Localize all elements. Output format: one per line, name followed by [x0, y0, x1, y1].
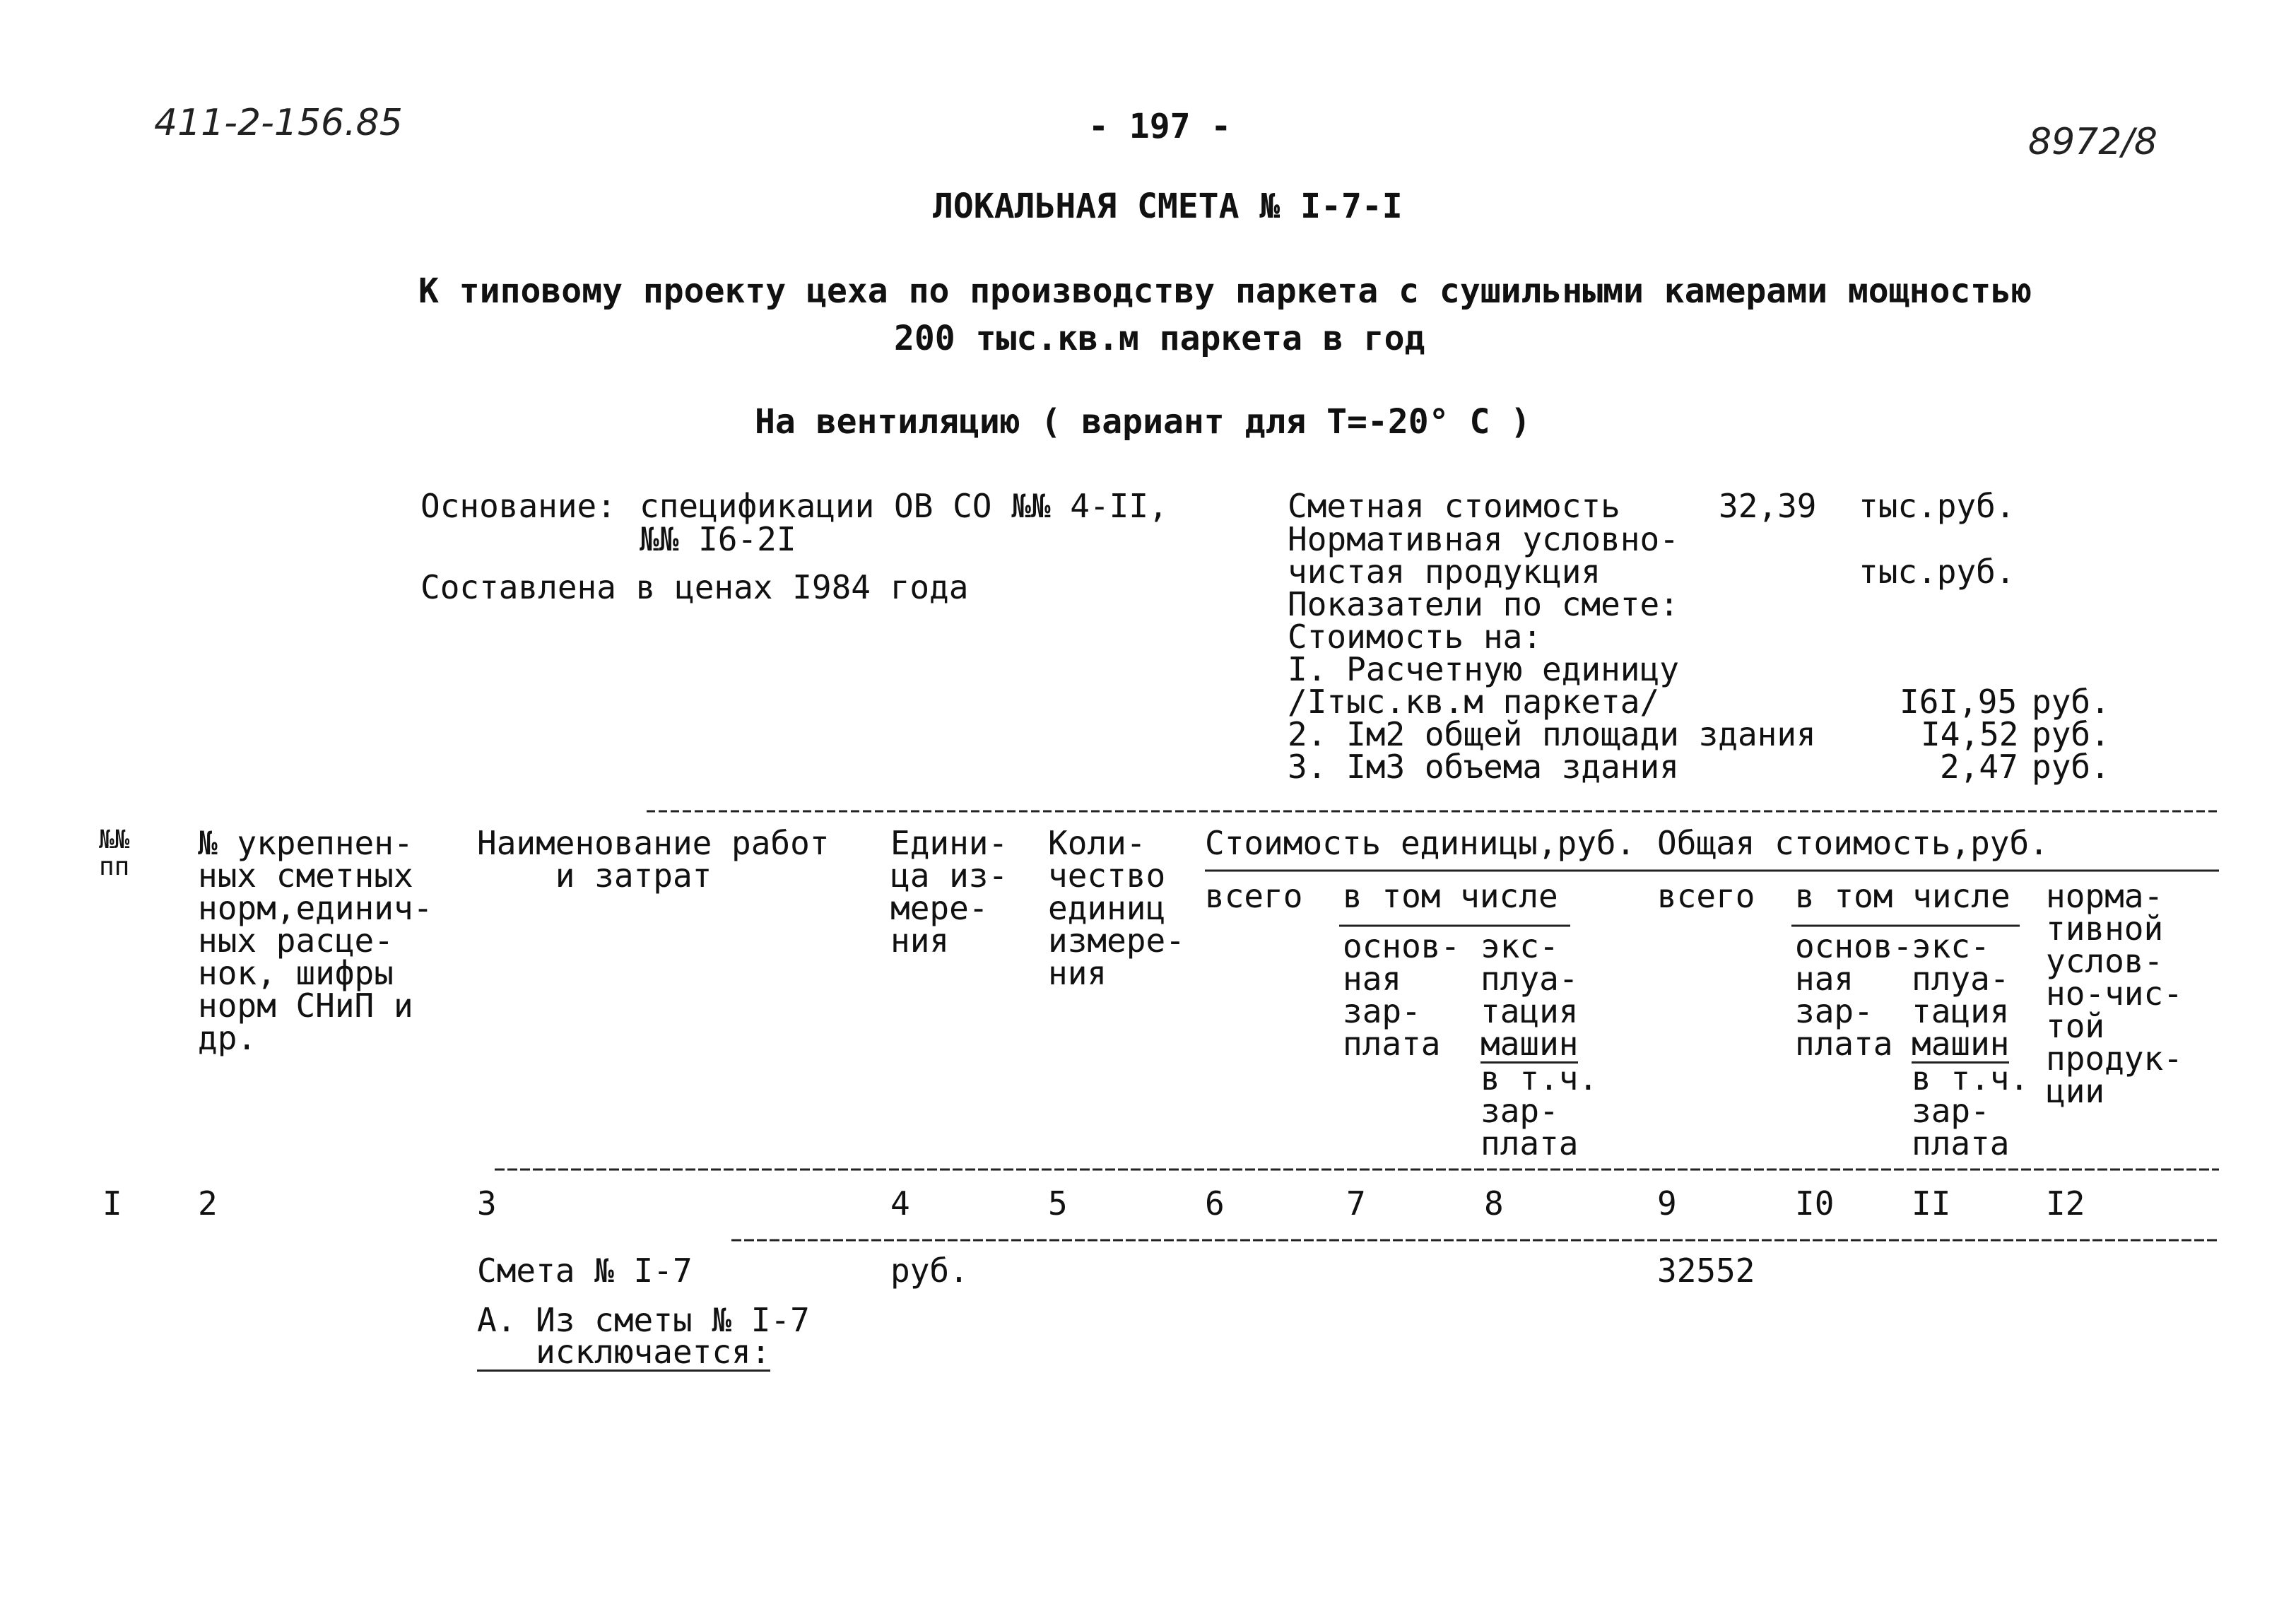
col-header-work-name: Наименование работ и затрат [477, 824, 830, 895]
table-row-unit: руб. [890, 1251, 969, 1290]
col-number-3: 3 [477, 1184, 497, 1223]
document-code: 411-2-156.85 [154, 102, 403, 144]
indicator-1-line-2: /Iтыс.кв.м паркета/ [1288, 683, 1660, 721]
col-number-10: I0 [1795, 1184, 1835, 1223]
col-number-7: 7 [1346, 1184, 1366, 1223]
normative-label-2: чистая продукция [1288, 553, 1601, 591]
col-number-9: 9 [1657, 1184, 1677, 1223]
col-header-unit-machines: машин [1480, 1025, 1579, 1063]
col-header-total-machines: машин [1912, 1025, 2010, 1063]
col-number-2: 2 [198, 1184, 218, 1223]
section-a-line-1: А. Из сметы № I-7 [477, 1301, 810, 1339]
basis-label: Основание: [420, 487, 616, 525]
col-header-unit-including: в том числе [1343, 877, 1558, 915]
indicator-1-unit: руб. [2032, 683, 2110, 721]
subtitle-line-1: К типовому проекту цеха по производству паркета с сушильными камерами мощностью [418, 271, 2032, 311]
indicator-2-unit: руб. [2032, 715, 2110, 753]
col-group-total-cost: Общая стоимость,руб. [1657, 824, 2049, 862]
archive-number: 8972/8 [2028, 121, 2157, 163]
col-number-12: I2 [2046, 1184, 2085, 1223]
col-number-6: 6 [1205, 1184, 1225, 1223]
col-header-total-machine-salary: в т.ч. зар- плата [1912, 1059, 2030, 1162]
col-header-quantity: Коли- чество единиц измере- ния [1048, 824, 1185, 992]
col-header-unit: Едини- ца из- мере- ния [890, 824, 1008, 960]
subtitle-line-2: 200 тыс.кв.м паркета в год [894, 319, 1425, 358]
indicator-3-label: 3. Iм3 объема здания [1288, 748, 1679, 786]
col-header-total-machine-ops: экс- плуа- тация [1912, 927, 2010, 1030]
cost-per-label: Стоимость на: [1288, 618, 1543, 656]
col-header-normative-product: норма- тивной услов- но-чис- той продук- ции [2046, 877, 2183, 1110]
col-header-unit-machine-ops: экс- плуа- тация [1480, 927, 1579, 1030]
normative-unit: тыс.руб. [1859, 553, 2015, 591]
estimated-cost-value: 32,39 [1719, 487, 1817, 525]
col-group-unit-cost: Стоимость единицы,руб. [1205, 824, 1636, 862]
col-number-4: 4 [890, 1184, 910, 1223]
purpose-line: На вентиляцию ( вариант для Т=-20° С ) [755, 402, 1531, 442]
indicators-label: Показатели по смете: [1288, 585, 1679, 623]
basis-spec-line-2: №№ I6-2I [640, 520, 796, 558]
section-a-line-2: исключается: [477, 1333, 771, 1371]
indicator-2-label: 2. Iм2 общей площади здания [1288, 715, 1816, 753]
col-number-1: I [102, 1184, 122, 1223]
col-header-total: всего [1657, 877, 1755, 915]
col-number-11: II [1912, 1184, 1951, 1223]
col-header-total-base-salary: основ- ная зар- плата [1795, 927, 1913, 1063]
normative-label-1: Нормативная условно- [1288, 520, 1679, 558]
indicator-3-unit: руб. [2032, 748, 2110, 786]
indicator-1-value: I6I,95 [1900, 683, 2018, 721]
col-header-total-including: в том числе [1795, 877, 2011, 915]
col-header-unit-machine-salary: в т.ч. зар- плата [1480, 1059, 1599, 1162]
basis-spec-line-1: спецификации ОВ СО №№ 4-II, [640, 487, 1168, 525]
col-number-8: 8 [1484, 1184, 1504, 1223]
col-header-unit-total: всего [1205, 877, 1303, 915]
document-title: ЛОКАЛЬНАЯ СМЕТА № I-7-I [933, 187, 1403, 226]
col-header-unit-base-salary: основ- ная зар- плата [1343, 927, 1461, 1063]
col-number-5: 5 [1048, 1184, 1068, 1223]
prices-year: Составлена в ценах I984 года [420, 568, 969, 606]
table-row-name: Смета № I-7 [477, 1251, 693, 1290]
page-number: - 197 - [1088, 107, 1232, 146]
indicator-1-line-1: I. Расчетную единицу [1288, 650, 1679, 688]
indicator-2-value: I4,52 [1921, 715, 2019, 753]
estimated-cost-unit: тыс.руб. [1859, 487, 2015, 525]
col-header-number: №№ пп [99, 825, 130, 881]
table-row-total: 32552 [1657, 1251, 1755, 1290]
col-header-norm-codes: № укрепнен- ных сметных норм,единич- ных расце- нок, шифры норм СНиП и др. [198, 824, 433, 1057]
estimated-cost-label: Сметная стоимость [1288, 487, 1620, 525]
indicator-3-value: 2,47 [1940, 748, 2018, 786]
